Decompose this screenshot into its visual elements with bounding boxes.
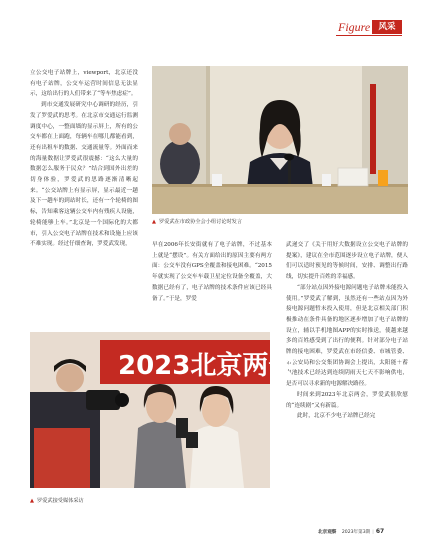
meeting-photo <box>152 66 408 214</box>
caption-text: 罗爱武在市政协全会小组讨论时发言 <box>159 219 243 225</box>
article-column-2 <box>152 240 272 304</box>
article-column-1 <box>30 68 138 250</box>
article-column-3 <box>286 240 408 422</box>
header-rule <box>336 35 402 36</box>
page-footer: 北京观察 2023年第3期 | 67 <box>318 528 385 535</box>
caption-triangle-icon: ▲ <box>152 219 156 225</box>
section-figure-label: Figure <box>338 20 371 34</box>
section-badge: 风采 <box>372 20 402 34</box>
article-paragraph: 武递交了《关于用好大数据设立公交电子站牌的提案》，建议在全市范围逐步设立电子站牌，便人们可以适时预见的等候时间，安排、调整出行路线，切实提升百姓的幸福感。 <box>286 242 408 281</box>
banner-text: 2023北京两会 <box>118 351 295 381</box>
footer-magazine: 北京观察 <box>318 530 337 535</box>
article-paragraph: 时间来到2023年北京两会，罗爱武很欣慰的“连续剧”又有新篇。 <box>286 391 408 409</box>
article-paragraph: 立公交电子站牌上，viewport，北京还没有电子站牌，公交车运营时间信息无法显示，这给出行的人们带来了“等车焦虑症”。 <box>30 70 138 98</box>
article-paragraph: 此时，北京不少电子站牌已经完 <box>297 413 376 420</box>
interview-photo <box>30 332 295 488</box>
article-paragraph: “部分站点因外接电源问题电子站牌未能投入使用。”罗爱武了解到，虽然还有一些站点因为外接电源问题暂未投入使用，但是北京相关部门积极推动在条件具备的地区逐步增加了电子站牌的设立，辅以手机地图APP的实时推送，使越来越多的百姓感受到了出行的便利。针对部分电子站牌的接电困难，罗爱武在市经信委、市城管委、市公安局和公交集团协调会上提出，太阳能＋蓄电池技术已经达到连续阴雨天七天不影响供电，是否可以寻求新的电源解决路径。 <box>286 284 408 388</box>
article-paragraph: 到市交通发展研究中心调研的经历，引发了罗爱武的思考。在北京市交通运行监测调度中心，一整面墙的显示屏上，所有的公交车都在上面跑，每辆车在哪儿都能看到，还有出租车的数据、交通流量等。外面而来的海量数据让罗爱武很震撼：“这么大量的数据怎么服务于民众？”结合到国外出差的切身体验，罗爱武的思路逐渐清晰起来。“公交站牌上有显示屏，显示最近一趟及下一趟车的到站时长，还有一个轮椅的图标，告知乘客这辆公交车内有残疾人设施，轮椅能够上车。”北京是一个国际化的大都市，引入公交电子站牌在技术和设施上应该不难实现。经过仔细查询，罗爱武发现， <box>30 102 138 248</box>
interview-photo-caption <box>30 497 270 505</box>
caption-triangle-icon: ▲ <box>30 498 34 504</box>
meeting-photo-image <box>152 66 408 214</box>
page-number: 67 <box>375 528 385 535</box>
meeting-photo-caption <box>152 218 408 226</box>
footer-issue: 2023年第3期 <box>341 530 371 535</box>
caption-text: 罗爱武接受媒体采访 <box>37 498 84 504</box>
interview-photo-image <box>30 332 295 488</box>
article-paragraph: 早在2006年长安街就有了电子站牌，不过基本上就是“摆设”。有关方面给出的原因主要有两方面：公交车没有GPS全覆盖和接电困难。“2015年就实现了公交车车载卫星定位设备全覆盖，大数据已经有了，电子站牌的技术条件应该已经具备了。”于是，罗爱 <box>152 242 272 302</box>
